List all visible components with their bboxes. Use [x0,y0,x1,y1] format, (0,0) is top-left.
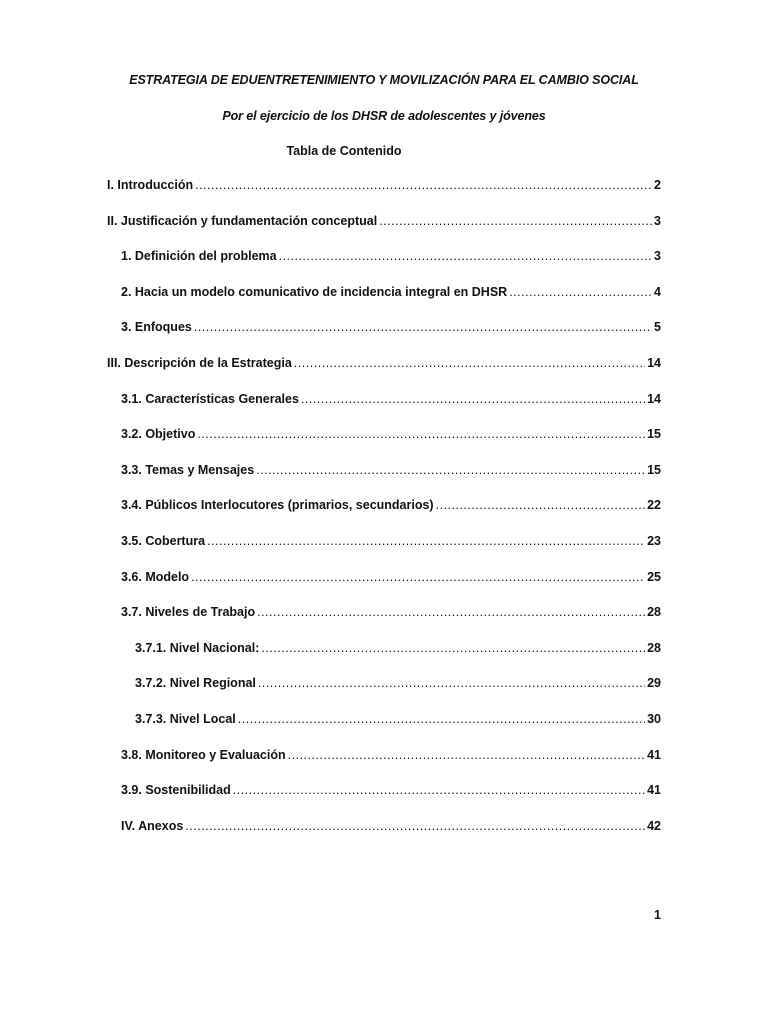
toc-entry-page: 22 [647,498,661,512]
toc-leader-dots [197,425,645,443]
toc-leader-dots [261,639,645,657]
toc-leader-dots [288,746,645,764]
toc-entry[interactable] [121,781,661,799]
toc-entry-page: 41 [647,748,661,762]
toc-entry[interactable] [121,247,661,265]
toc-entry-label: 3.9. Sostenibilidad [121,783,231,797]
toc-entry[interactable] [121,817,661,835]
page-number: 1 [654,908,661,922]
toc-entry-label: 1. Definición del problema [121,249,277,263]
toc-entry-label: 3.7.1. Nivel Nacional: [135,641,260,655]
toc-leader-dots [258,674,645,692]
toc-entry-label: 3.7.3. Nivel Local [135,712,236,726]
document-subtitle: Por el ejercicio de los DHSR de adolescentes y jóvenes [222,109,546,123]
toc-entry-page: 5 [654,320,661,334]
toc-leader-dots [256,461,645,479]
toc-entry-label: 3.6. Modelo [121,570,190,584]
toc-entry[interactable] [107,354,661,372]
toc-entry[interactable] [135,710,661,728]
toc-entry-page: 28 [647,605,661,619]
toc-entry-label: 3.2. Objetivo [121,427,196,441]
toc-entry-page: 15 [647,427,661,441]
toc-entry[interactable] [121,532,661,550]
toc-entry[interactable] [121,496,661,514]
toc-entry-label: 2. Hacia un modelo comunicativo de incidencia integral en DHSR [121,285,508,299]
toc-entry-page: 3 [654,214,661,228]
toc-entry-label: II. Justificación y fundamentación conceptual [107,214,378,228]
toc-leader-dots [509,283,652,301]
toc-leader-dots [194,318,652,336]
toc-entry[interactable] [121,318,661,336]
toc-entry-page: 28 [647,641,661,655]
toc-leader-dots [207,532,645,550]
toc-entry-label: III. Descripción de la Estrategia [107,356,292,370]
toc-entry[interactable] [107,212,661,230]
document-title: ESTRATEGIA DE EDUENTRETENIMIENTO Y MOVILIZACIÓN PARA EL CAMBIO SOCIAL [129,73,639,87]
toc-leader-dots [238,710,645,728]
toc-entry-label: 3.4. Públicos Interlocutores (primarios, secundarios) [121,498,434,512]
toc-entry[interactable] [121,390,661,408]
toc-leader-dots [185,817,645,835]
toc-entry-label: 3.3. Temas y Mensajes [121,463,255,477]
toc-entry-page: 30 [647,712,661,726]
toc-entry-page: 29 [647,676,661,690]
toc-entry[interactable] [107,176,661,194]
toc-entry-label: 3.7. Niveles de Trabajo [121,605,256,619]
toc-entry-page: 4 [654,285,661,299]
toc-entry[interactable] [121,603,661,621]
toc-leader-dots [233,781,645,799]
toc-entry-page: 14 [647,392,661,406]
toc-entry-page: 41 [647,783,661,797]
toc-entry[interactable] [121,283,661,301]
toc-leader-dots [436,496,646,514]
toc-entry-page: 15 [647,463,661,477]
toc-entry-page: 3 [654,249,661,263]
toc-entry-label: 3. Enfoques [121,320,192,334]
toc-entry-page: 25 [647,570,661,584]
toc-leader-dots [294,354,645,372]
toc-leader-dots [379,212,652,230]
toc-entry-label: 3.8. Monitoreo y Evaluación [121,748,286,762]
toc-entry[interactable] [121,461,661,479]
toc-entry-page: 23 [647,534,661,548]
toc-heading: Tabla de Contenido [286,144,402,158]
toc-entry-label: 3.7.2. Nivel Regional [135,676,256,690]
toc-entry-page: 2 [654,178,661,192]
toc-entry[interactable] [121,425,661,443]
toc-entry-label: 3.1. Características Generales [121,392,299,406]
toc-entry-label: 3.5. Cobertura [121,534,206,548]
toc-entry[interactable] [121,746,661,764]
toc-entry[interactable] [135,639,661,657]
toc-entry-label: I. Introducción [107,178,194,192]
toc-entry[interactable] [135,674,661,692]
toc-leader-dots [279,247,652,265]
toc-entry-label: IV. Anexos [121,819,184,833]
toc-leader-dots [301,390,645,408]
toc-leader-dots [257,603,645,621]
toc-entry-page: 42 [647,819,661,833]
toc-leader-dots [195,176,652,194]
toc-leader-dots [191,568,645,586]
toc-entry-page: 14 [647,356,661,370]
toc-entry[interactable] [121,568,661,586]
